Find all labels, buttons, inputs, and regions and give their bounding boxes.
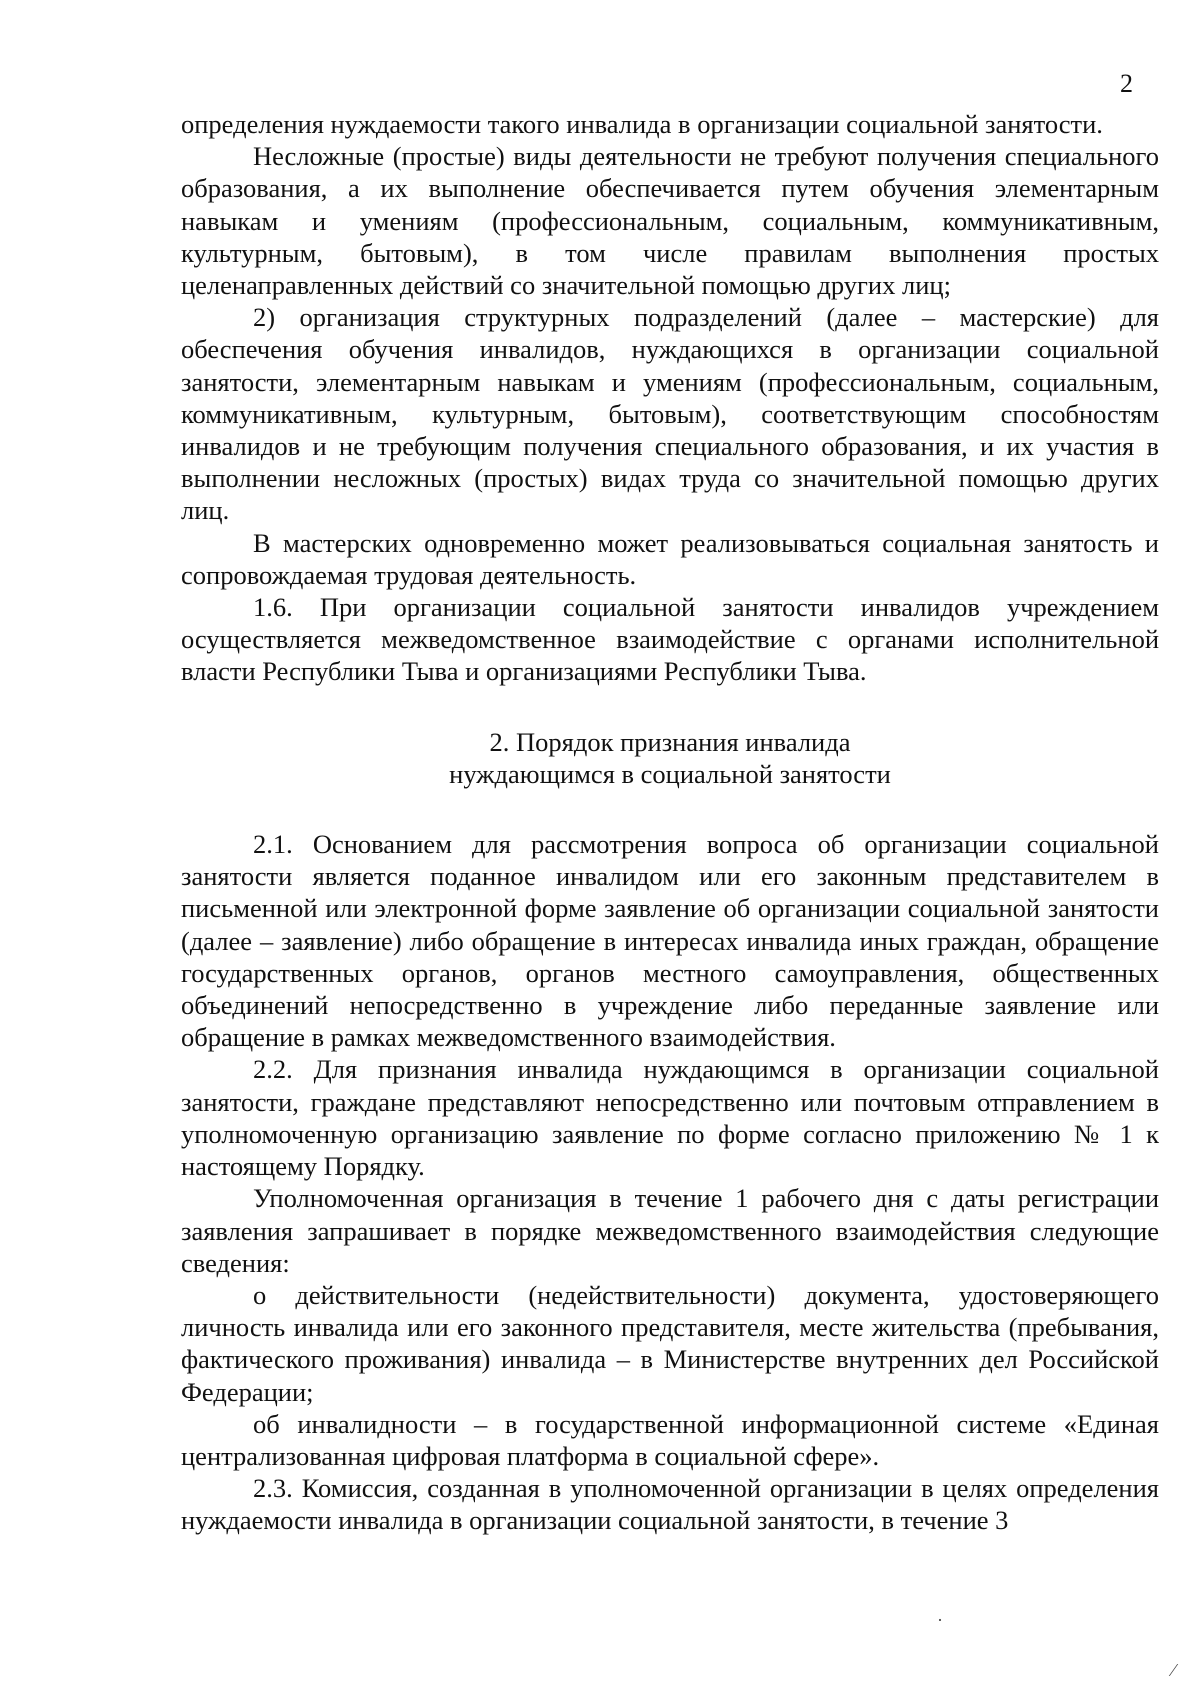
paragraph-workshops-note: В мастерских одновременно может реализовываться социальная занятость и сопровождаемая трудовая деятельность. <box>181 527 1159 590</box>
paragraph-2-1: 2.1. Основанием для рассмотрения вопроса об организации социальной занятости является поданное инвалидом или его законным представителем в письменной или электронной форме заявление об организации социальной занятости (далее – заявление) либо обращение в интересах инвалида иных граждан, обращение государственных органов, органов местного самоуправления, общественных объединений непосредственно в учреждение либо переданные заявление или обращение в рамках межведомственного взаимодействия. <box>181 829 1159 1053</box>
document-body <box>181 108 1159 1537</box>
paragraph-validity: о действительности (недействительности) документа, удостоверяющего личность инвалида или его законного представителя, месте жительства (пребывания, фактического проживания) инвалида – в Министерстве внутренних дел Российской Федерации; <box>181 1279 1159 1407</box>
paragraph-disability: об инвалидности – в государственной информационной системе «Единая централизованная цифровая платформа в социальной сфере». <box>181 1408 1159 1471</box>
paragraph-workshops: 2) организация структурных подразделений (далее – мастерские) для обеспечения обучения инвалидов, нуждающихся в организации социальной занятости, элементарным навыкам и умениям (профессиональным, социальным, коммуникативным, культурным, бытовым), соответствующим способностям инвалидов и не требующим получения специального образования, и их участия в выполнении несложных (простых) видах труда со значительной помощью других лиц. <box>181 302 1159 526</box>
section-title-line-1: 2. Порядок признания инвалида <box>489 726 851 757</box>
scan-tick-mark: ⁄ <box>1172 1660 1176 1680</box>
page-number: 2 <box>1120 69 1133 98</box>
scan-speck: · <box>937 1610 943 1630</box>
paragraph-continuation: определения нуждаемости такого инвалида в организации социальной занятости. <box>181 109 1103 139</box>
paragraph-1-6: 1.6. При организации социальной занятости инвалидов учреждением осуществляется межведомственное взаимодействие с органами исполнительной власти Республики Тыва и организациями Республики Тыва. <box>181 592 1159 687</box>
section-heading <box>181 726 1159 790</box>
paragraph-2-3: 2.3. Комиссия, созданная в уполномоченной организации в целях определения нуждаемости инвалида в организации социальной занятости, в течение 3 <box>181 1473 1159 1536</box>
paragraph-requests: Уполномоченная организация в течение 1 рабочего дня с даты регистрации заявления запрашивает в порядке межведомственного взаимодействия следующие сведения: <box>181 1183 1159 1278</box>
paragraph-simple-activities: Несложные (простые) виды деятельности не требуют получения специального образования, а их выполнение обеспечивается путем обучения элементарным навыкам и умениям (профессиональным, социальным, коммуникативным, культурным, бытовым), в том числе правилам выполнения простых целенаправленных действий со значительной помощью других лиц; <box>181 141 1159 301</box>
section-title-line-2: нуждающимся в социальной занятости <box>449 758 891 789</box>
paragraph-2-2: 2.2. Для признания инвалида нуждающимся в организации социальной занятости, граждане представляют непосредственно или почтовым отправлением в уполномоченную организацию заявление по форме согласно приложению № 1 к настоящему Порядку. <box>181 1054 1159 1182</box>
